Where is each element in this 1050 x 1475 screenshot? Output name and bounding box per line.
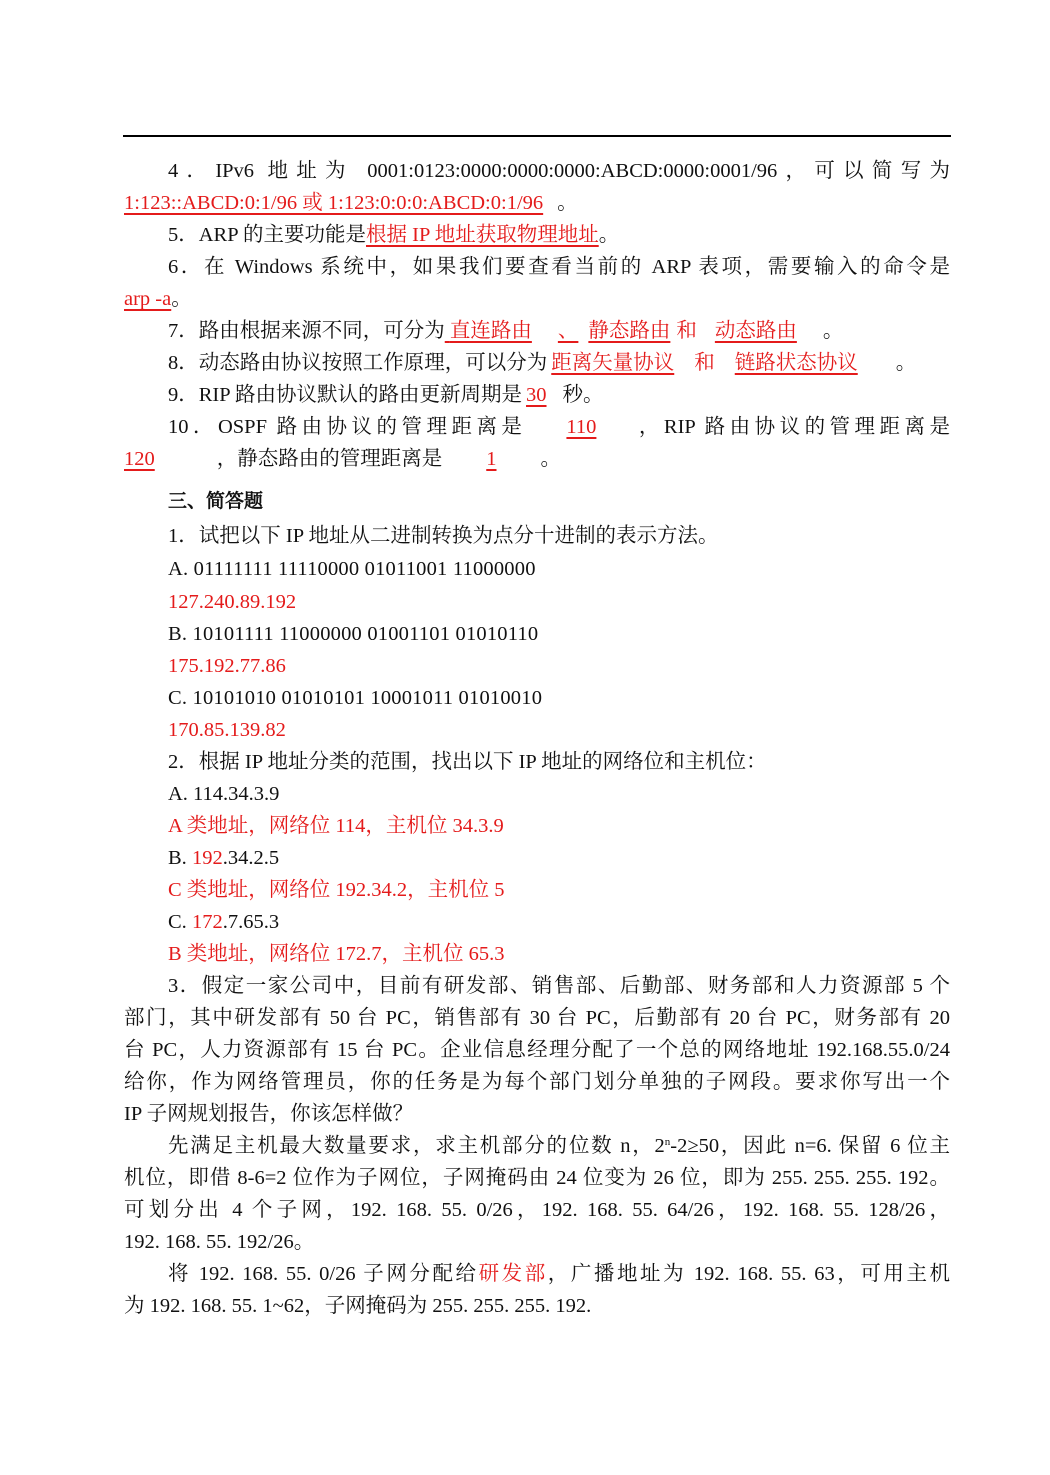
q10-text-2: 120 ，静态路由的管理距离是 1 。 bbox=[124, 448, 561, 470]
q10-answer-1: 110 bbox=[566, 416, 597, 438]
sq3-answer-line-6: 为 192. 168. 55. 1~62，子网掩码为 255. 255. 255. 192. bbox=[124, 1295, 592, 1317]
q9-answer: 30 bbox=[526, 384, 547, 406]
sq1-item-a: A. 01111111 11110000 01011001 11000000 bbox=[168, 558, 536, 580]
sq2-item-b: B. 192.34.2.5 bbox=[168, 847, 280, 869]
sq3-question-line-1: 3．假定一家公司中，目前有研发部、销售部、后勤部、财务部和人力资源部 5 个 bbox=[168, 975, 950, 997]
sq2-answer-c: B 类地址，网络位 172.7，主机位 65.3 bbox=[168, 943, 505, 965]
sq3-question-line-4: 给你，作为网络管理员，你的任务是为每个部门划分单独的子网段。要求你写出一个 bbox=[124, 1071, 950, 1093]
sq3-question-line-2: 部门，其中研发部有 50 台 PC，销售部有 30 台 PC，后勤部有 20 台 PC，财务部有 20 bbox=[124, 1007, 950, 1029]
q8-answer-1: 距离矢量协议 bbox=[551, 352, 675, 374]
q10-text: 10．OSPF 路由协议的管理距离是 110 ，RIP 路由协议的管理距离是 bbox=[168, 416, 950, 438]
q5-answer: 根据 IP 地址获取物理地址 bbox=[366, 224, 599, 246]
q10-answer-2: 120 bbox=[124, 448, 155, 470]
q7-text: 7．路由根据来源不同，可分为 直连路由 、 静态路由 和 动态路由 。 bbox=[168, 320, 844, 342]
q10-answer-3: 1 bbox=[486, 448, 497, 470]
q8-text: 8．动态路由协议按照工作原理，可以分为 距离矢量协议 和 链路状态协议 。 bbox=[168, 352, 917, 374]
sq3-answer-line-1: 先满足主机最大数量要求，求主机部分的位数 n，$2^n-2\ge 50$，因此 n=6. 保留 6 位主 bbox=[168, 1135, 951, 1157]
q7-answer-2: 静态路由 bbox=[588, 320, 671, 342]
header-rule bbox=[123, 135, 951, 137]
sq1-item-c: C. 10101010 01010101 10001011 01010010 bbox=[168, 687, 543, 709]
sq3-answer-line-2: 机位，即借 8-6=2 位作为子网位，子网掩码由 24 位变为 26 位，即为 255. 255. 255. 192。 bbox=[124, 1167, 950, 1189]
q5-text: 5．ARP 的主要功能是根据 IP 地址获取物理地址。 bbox=[168, 224, 620, 246]
sq3-answer-line-5: 将 192. 168. 55. 0/26 子网分配给研发部，广播地址为 192. 168. 55. 63，可用主机 bbox=[168, 1263, 951, 1285]
sq1-item-b: B. 10101111 11000000 01001101 01010110 bbox=[168, 623, 539, 645]
sq2-answer-b: C 类地址，网络位 192.34.2，主机位 5 bbox=[168, 879, 505, 901]
sq3-question-line-3: 台 PC，人力资源部有 15 台 PC。企业信息经理分配了一个总的网络地址 192.168.55.0/24 bbox=[124, 1039, 950, 1061]
sq3-answer-line-4: 192. 168. 55. 192/26。 bbox=[124, 1231, 315, 1253]
q6-text: 6．在 Windows 系统中，如果我们要查看当前的 ARP 表项，需要输入的命令是 bbox=[168, 256, 950, 278]
q9-text: 9．RIP 路由协议默认的路由更新周期是 30 秒。 bbox=[168, 384, 604, 406]
sq1-answer-a: 127.240.89.192 bbox=[168, 591, 297, 613]
sq2-item-a: A. 114.34.3.9 bbox=[168, 783, 280, 805]
sq2-item-c: C. 172.7.65.3 bbox=[168, 911, 280, 933]
q4-answer-line: 1:123::ABCD:0:1/96 或 1:123:0:0:0:ABCD:0:1/96 。 bbox=[124, 192, 578, 214]
q7-answer-1: 直连路由 bbox=[449, 320, 532, 342]
q7-answer-3: 动态路由 bbox=[714, 320, 797, 342]
sq1-answer-b: 175.192.77.86 bbox=[168, 655, 286, 677]
q4-text: 4．IPv6 地址为 0001:0123:0000:0000:0000:ABCD:0000:0001/96，可以简写为 bbox=[168, 160, 950, 182]
sq2-question: 2．根据 IP 地址分类的范围，找出以下 IP 地址的网络位和主机位： bbox=[168, 751, 767, 773]
q4-answer: 1:123::ABCD:0:1/96 或 1:123:0:0:0:ABCD:0:1/96 bbox=[124, 192, 544, 214]
sq3-answer-line-3: 可划分出 4 个子网，192. 168. 55. 0/26，192. 168. 55. 64/26，192. 168. 55. 128/26， bbox=[124, 1199, 950, 1221]
sq3-question-line-5: IP 子网规划报告，你该怎样做？ bbox=[124, 1103, 414, 1125]
sq2-answer-a: A 类地址，网络位 114，主机位 34.3.9 bbox=[168, 815, 504, 837]
q8-answer-2: 链路状态协议 bbox=[734, 352, 858, 374]
q6-answer-line: arp -a。 bbox=[124, 288, 192, 310]
q6-answer: arp -a bbox=[124, 288, 172, 310]
sq1-question: 1．试把以下 IP 地址从二进制转换为点分十进制的表示方法。 bbox=[168, 525, 719, 547]
sq1-answer-c: 170.85.139.82 bbox=[168, 719, 286, 741]
section-title: 三、简答题 bbox=[168, 490, 264, 512]
